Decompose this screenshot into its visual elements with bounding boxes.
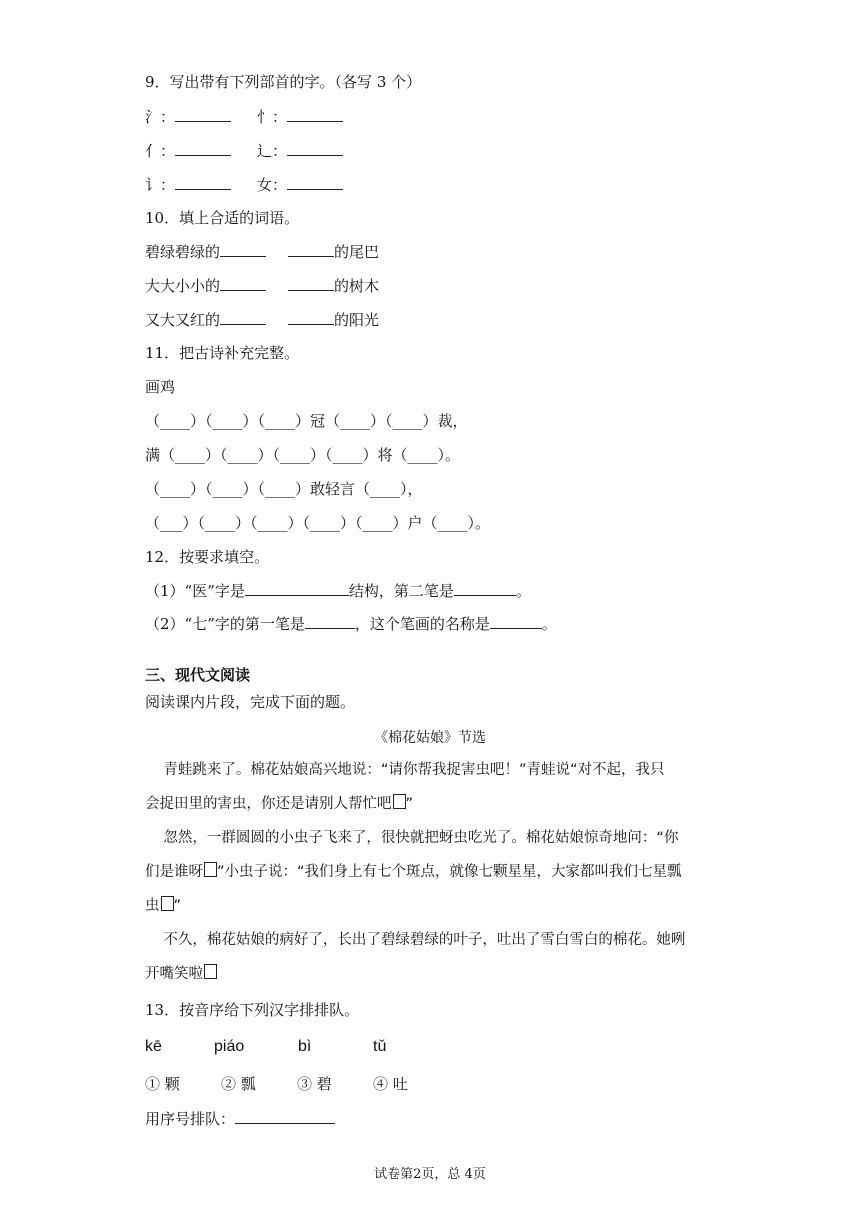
answer-blank[interactable] <box>287 141 343 156</box>
passage-title: 《棉花姑娘》节选 <box>374 730 486 746</box>
char-option: ③ 碧 <box>297 1075 332 1093</box>
poem-line: 满（____）（____）（____）（____）将（____）。 <box>145 446 461 464</box>
answer-blank[interactable] <box>305 614 355 629</box>
answer-blank[interactable] <box>175 107 231 122</box>
prompt-text: （2）“七”字的第一笔是 <box>145 615 305 633</box>
q11-title: 11．把古诗补充完整。 <box>145 344 300 362</box>
pinyin-row <box>145 1036 386 1057</box>
char-option: ① 颗 <box>145 1075 180 1093</box>
word-suffix: 的阳光 <box>334 311 380 329</box>
passage-line <box>145 957 715 991</box>
missing-punctuation-box[interactable] <box>204 964 217 979</box>
q9-row-2 <box>145 141 343 161</box>
prompt-text: 。 <box>515 582 531 600</box>
passage-text: ”小虫子说：“我们身上有七个斑点，就像七颗星星，大家都叫我们七星瓢 <box>217 864 682 880</box>
passage-line <box>145 855 715 889</box>
missing-punctuation-box[interactable] <box>204 862 217 877</box>
passage-text: 开嘴笑啦 <box>145 966 203 982</box>
q12-part-1 <box>145 581 531 601</box>
passage-line <box>145 787 715 821</box>
answer-blank[interactable] <box>220 242 266 257</box>
answer-blank[interactable] <box>490 614 542 629</box>
pinyin: bì <box>298 1038 312 1055</box>
q9-row-3 <box>145 175 343 195</box>
q10-row-2 <box>145 276 379 296</box>
passage-text: ” <box>405 796 414 812</box>
passage-text: 虫 <box>145 898 160 914</box>
poem-line: （___）（____）（____）（____）（____）户（____）。 <box>145 514 491 532</box>
passage-line: 忽然，一群圆圆的小虫子飞来了，很快就把蚜虫吃光了。棉花姑娘惊奇地问：“你 <box>145 830 679 846</box>
prompt-text: 结构，第二笔是 <box>348 582 454 600</box>
answer-blank[interactable] <box>245 581 349 596</box>
char-option: ④ 吐 <box>373 1075 408 1093</box>
passage-line <box>145 889 715 923</box>
missing-punctuation-box[interactable] <box>161 896 174 911</box>
passage-text: 们是谁呀 <box>145 864 203 880</box>
answer-blank[interactable] <box>175 175 231 190</box>
radical-label: 忄： <box>257 108 288 126</box>
char-option: ② 瓢 <box>221 1075 256 1093</box>
answer-blank[interactable] <box>175 141 231 156</box>
page-footer: 试卷第2页，总 4页 <box>374 1167 486 1182</box>
word-suffix: 的树木 <box>334 277 380 295</box>
q9-row-1 <box>145 107 343 127</box>
answer-blank[interactable] <box>220 310 266 325</box>
passage-line: 青蛙跳来了。棉花姑娘高兴地说：“请你帮我捉害虫吧！”青蛙说“对不起，我只 <box>145 762 665 778</box>
passage-text: 会捉田里的害虫，你还是请别人帮忙吧 <box>145 796 392 812</box>
answer-label: 用序号排队： <box>145 1110 236 1128</box>
prompt-text: ，这个笔画的名称是 <box>354 615 490 633</box>
poem-title: 画鸡 <box>145 378 176 396</box>
section-heading: 三、现代文阅读 <box>145 666 251 684</box>
q10-title: 10．填上合适的词语。 <box>145 209 300 227</box>
q9-title: 9．写出带有下列部首的字。（各写 3 个） <box>145 73 422 91</box>
prompt-text: 。 <box>541 615 557 633</box>
passage <box>145 753 715 991</box>
q10-row-1 <box>145 242 379 262</box>
word-prefix: 大大小小的 <box>145 277 221 295</box>
word-suffix: 的尾巴 <box>334 243 380 261</box>
pinyin: piáo <box>214 1038 245 1055</box>
missing-punctuation-box[interactable] <box>393 794 406 809</box>
answer-blank[interactable] <box>287 107 343 122</box>
radical-label: 女： <box>257 176 288 194</box>
q12-title: 12．按要求填空。 <box>145 548 270 566</box>
char-row <box>145 1074 408 1094</box>
passage-line: 不久，棉花姑娘的病好了，长出了碧绿碧绿的叶子，吐出了雪白雪白的棉花。她咧 <box>145 932 686 948</box>
poem-line: （____）（____）（____）冠（____）（____）裁， <box>145 412 468 430</box>
q12-part-2 <box>145 614 557 634</box>
answer-blank[interactable] <box>235 1109 335 1124</box>
q10-row-3 <box>145 310 379 330</box>
word-prefix: 碧绿碧绿的 <box>145 243 221 261</box>
prompt-text: （1）“医”字是 <box>145 582 245 600</box>
q13-answer-line <box>145 1109 335 1129</box>
pinyin: kē <box>145 1038 162 1055</box>
radical-label: 辶： <box>257 142 288 160</box>
section-instruction: 阅读课内片段，完成下面的题。 <box>145 693 356 711</box>
word-prefix: 又大又红的 <box>145 311 221 329</box>
answer-blank[interactable] <box>220 276 266 291</box>
q13-title: 13．按音序给下列汉字排排队。 <box>145 1001 360 1019</box>
radical-label: 亻： <box>145 142 176 160</box>
radical-label: 氵： <box>145 108 176 126</box>
poem-line: （____）（____）（____）敢轻言（____）， <box>145 480 423 498</box>
answer-blank[interactable] <box>288 242 334 257</box>
pinyin: tǔ <box>373 1038 387 1055</box>
answer-blank[interactable] <box>287 175 343 190</box>
radical-label: 讠： <box>145 176 176 194</box>
answer-blank[interactable] <box>454 581 516 596</box>
passage-text: ” <box>173 898 182 914</box>
answer-blank[interactable] <box>288 310 334 325</box>
answer-blank[interactable] <box>288 276 334 291</box>
